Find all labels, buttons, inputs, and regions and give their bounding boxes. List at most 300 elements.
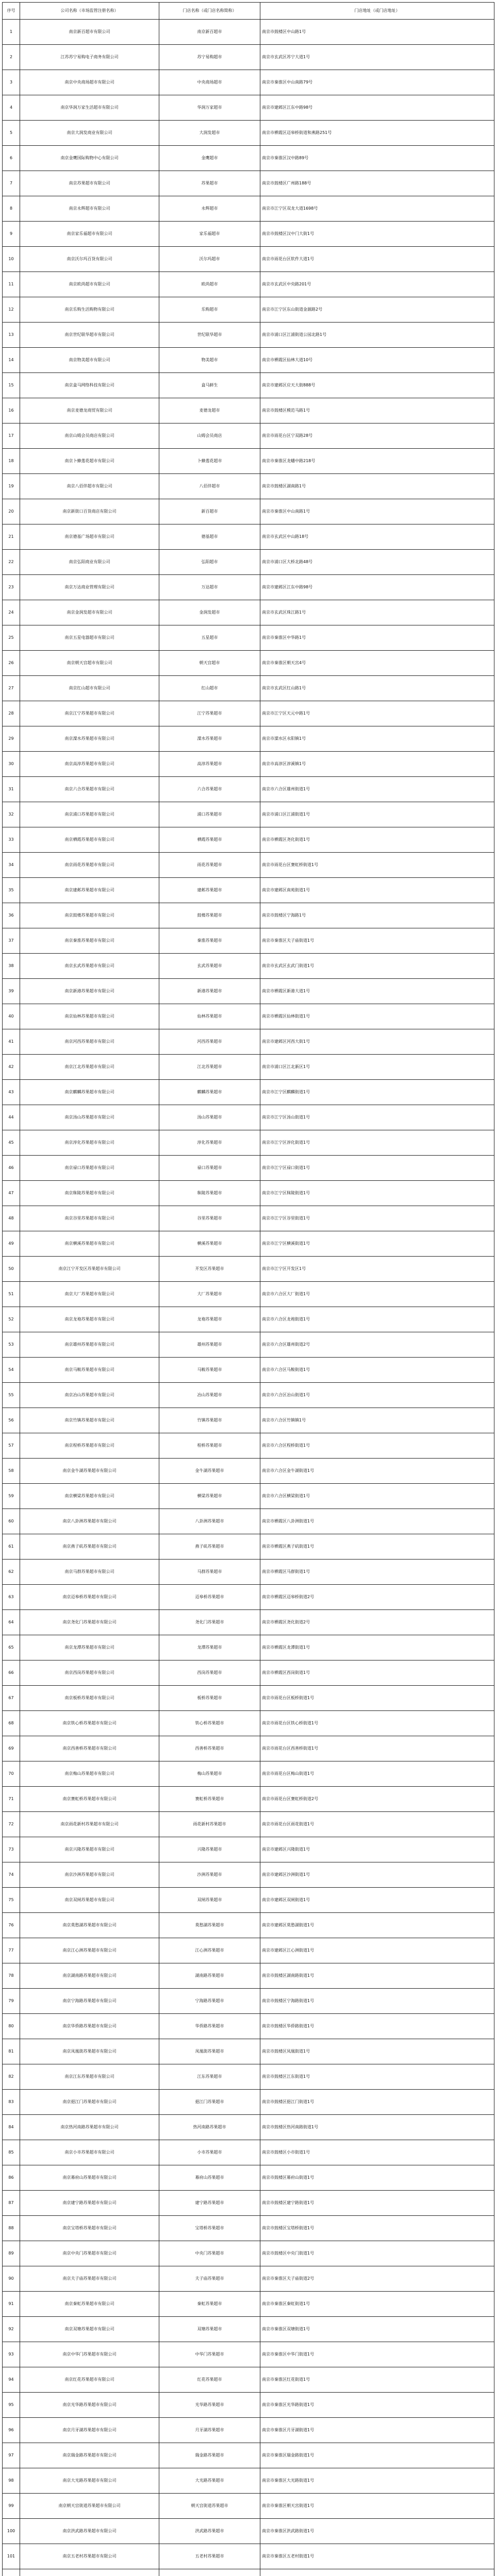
cell-company-name: 南京六合苏果超市有限公司 [20, 777, 159, 802]
cell-company-name: 南京龙袍苏果超市有限公司 [20, 1307, 159, 1332]
cell-serial: 52 [3, 1307, 20, 1332]
cell-store-name: 新港苏果超市 [159, 979, 260, 1004]
cell-store-address: 南京市鼓楼区建宁路街道1号 [260, 2191, 494, 2216]
cell-store-address: 南京市雨花台区铁心桥街道1号 [260, 1711, 494, 1736]
table-row [3, 2292, 494, 2317]
cell-store-address: 南京市秦淮区汉中路89号 [260, 146, 494, 171]
cell-serial: 76 [3, 1913, 20, 1938]
cell-serial: 77 [3, 1938, 20, 1963]
cell-company-name: 南京玄武苏果超市有限公司 [20, 954, 159, 979]
cell-serial: 47 [3, 1181, 20, 1206]
cell-company-name: 南京龙潭苏果超市有限公司 [20, 1635, 159, 1660]
cell-store-address: 南京市鼓楼区热河南路街道1号 [260, 2115, 494, 2140]
cell-serial: 59 [3, 1484, 20, 1509]
cell-serial: 44 [3, 1105, 20, 1130]
cell-store-address: 南京市建邺区江东中路98号 [260, 95, 494, 121]
cell-store-address: 南京市栖霞区迈皋桥街道2号 [260, 1585, 494, 1610]
cell-serial: 71 [3, 1787, 20, 1812]
cell-store-address: 南京市鼓楼区中央门街道1号 [260, 2241, 494, 2266]
table-row [3, 2191, 494, 2216]
cell-serial: 23 [3, 575, 20, 600]
cell-store-address: 南京市江宁区禄口街道1号 [260, 1156, 494, 1181]
cell-store-address: 南京市鼓楼区宁海路1号 [260, 903, 494, 928]
cell-company-name: 南京秦淮苏果超市有限公司 [20, 928, 159, 954]
table-row [3, 297, 494, 323]
cell-company-name: 南京江心洲苏果超市有限公司 [20, 1938, 159, 1963]
cell-serial: 96 [3, 2418, 20, 2443]
table-row [3, 70, 494, 95]
cell-company-name: 南京迈皋桥苏果超市有限公司 [20, 1585, 159, 1610]
cell-store-address: 南京市浦口区江浦街道1号 [260, 802, 494, 827]
cell-serial: 31 [3, 777, 20, 802]
cell-store-name: 江东苏果超市 [159, 2064, 260, 2090]
cell-store-name: 仙林苏果超市 [159, 1004, 260, 1029]
cell-serial: 29 [3, 726, 20, 752]
cell-store-address: 南京市江宁区开发区1号 [260, 1257, 494, 1282]
table-row [3, 171, 494, 196]
cell-serial: 5 [3, 121, 20, 146]
cell-company-name: 南京山姆会员商店有限公司 [20, 423, 159, 449]
cell-store-address: 南京市江宁区天元中路1号 [260, 701, 494, 726]
table-row [3, 2342, 494, 2367]
cell-serial: 101 [3, 2544, 20, 2569]
cell-serial: 10 [3, 247, 20, 272]
table-row [3, 575, 494, 600]
cell-store-name: 兴隆苏果超市 [159, 1837, 260, 1862]
cell-company-name: 南京雨花苏果超市有限公司 [20, 853, 159, 878]
cell-store-name: 建邺苏果超市 [159, 878, 260, 903]
cell-store-address: 南京市秦淮区秦虹街道1号 [260, 2292, 494, 2317]
cell-serial: 45 [3, 1130, 20, 1156]
table-row [3, 2216, 494, 2241]
cell-store-address: 南京市雨花台区宁双路28号 [260, 423, 494, 449]
cell-company-name: 南京建宁路苏果超市有限公司 [20, 2191, 159, 2216]
table-row [3, 2241, 494, 2266]
cell-store-address: 南京市鼓楼区幕府山街道1号 [260, 2165, 494, 2191]
cell-store-address: 南京市六合区冶山街道1号 [260, 1383, 494, 1408]
cell-store-name [159, 2569, 260, 2576]
cell-store-address: 南京市鼓楼区凤凰街道1号 [260, 2039, 494, 2064]
cell-company-name: 南京永辉超市有限公司 [20, 196, 159, 222]
table-row [3, 1736, 494, 1761]
cell-company-name: 南京赛虹桥苏果超市有限公司 [20, 1787, 159, 1812]
table-row [3, 1660, 494, 1686]
cell-store-name: 横梁苏果超市 [159, 1484, 260, 1509]
cell-serial: 19 [3, 474, 20, 499]
cell-store-address: 南京市建邺区应天大街888号 [260, 373, 494, 398]
cell-company-name: 南京河西苏果超市有限公司 [20, 1029, 159, 1055]
cell-company-name: 南京德基广场超市有限公司 [20, 524, 159, 550]
table-row [3, 853, 494, 878]
table-row [3, 1812, 494, 1837]
cell-store-address: 南京市浦口区江浦街道公园北路1号 [260, 323, 494, 348]
cell-store-address: 南京市江宁区谷里街道1号 [260, 1206, 494, 1231]
cell-company-name: 南京汤山苏果超市有限公司 [20, 1105, 159, 1130]
cell-company-name: 南京朝天宫街道苏果超市有限公司 [20, 2494, 159, 2519]
cell-store-name: 苏宁易购超市 [159, 45, 260, 70]
cell-store-name: 秦虹苏果超市 [159, 2292, 260, 2317]
cell-store-address: 南京市栖霞区八卦洲街道1号 [260, 1509, 494, 1534]
cell-serial: 90 [3, 2266, 20, 2292]
cell-store-name: 浦口苏果超市 [159, 802, 260, 827]
cell-store-name: 梅山苏果超市 [159, 1761, 260, 1787]
cell-store-name: 家乐福超市 [159, 222, 260, 247]
cell-company-name: 南京新街口百货商店有限公司 [20, 499, 159, 524]
cell-company-name: 南京五老村苏果超市有限公司 [20, 2544, 159, 2569]
cell-store-address: 南京市六合区竹镇镇1号 [260, 1408, 494, 1433]
cell-company-name: 南京莫愁湖苏果超市有限公司 [20, 1913, 159, 1938]
cell-company-name: 南京五星电器超市有限公司 [20, 625, 159, 651]
cell-company-name: 南京竹镇苏果超市有限公司 [20, 1408, 159, 1433]
cell-store-address: 南京市雨花台区西善桥街道1号 [260, 1736, 494, 1761]
cell-store-name: 光华路苏果超市 [159, 2393, 260, 2418]
cell-serial: 40 [3, 1004, 20, 1029]
table-row [3, 878, 494, 903]
cell-store-address: 南京市六合区龙袍街道1号 [260, 1307, 494, 1332]
cell-company-name: 南京盒马网络科技有限公司 [20, 373, 159, 398]
table-row [3, 2443, 494, 2468]
cell-company-name: 南京新港苏果超市有限公司 [20, 979, 159, 1004]
cell-store-name: 幕府山苏果超市 [159, 2165, 260, 2191]
cell-company-name: 南京大润发商业有限公司 [20, 121, 159, 146]
cell-serial: 37 [3, 928, 20, 954]
cell-store-name: 双塘苏果超市 [159, 2317, 260, 2342]
cell-store-name: 中央商场超市 [159, 70, 260, 95]
cell-store-name: 大润发超市 [159, 121, 260, 146]
cell-company-name: 南京挹江门苏果超市有限公司 [20, 2090, 159, 2115]
cell-serial: 3 [3, 70, 20, 95]
cell-store-address: 南京市栖霞区新港大道1号 [260, 979, 494, 1004]
cell-store-address: 南京市栖霞区尧化街道1号 [260, 827, 494, 853]
cell-serial: 35 [3, 878, 20, 903]
cell-serial: 63 [3, 1585, 20, 1610]
cell-store-name: 鼓楼苏果超市 [159, 903, 260, 928]
cell-store-name: 程桥苏果超市 [159, 1433, 260, 1459]
cell-store-address: 南京市雨花台区雨花街道1号 [260, 1812, 494, 1837]
cell-serial: 38 [3, 954, 20, 979]
cell-store-name: 乐购超市 [159, 297, 260, 323]
cell-store-address: 南京市鼓楼区广州路188号 [260, 171, 494, 196]
table-row [3, 1963, 494, 1989]
table-row [3, 1938, 494, 1963]
cell-serial: 21 [3, 524, 20, 550]
cell-company-name: 南京栖霞苏果超市有限公司 [20, 827, 159, 853]
cell-store-address: 南京市鼓楼区湖南路1号 [260, 474, 494, 499]
cell-company-name: 南京新百超市有限公司 [20, 20, 159, 45]
cell-store-name: 八卦洲苏果超市 [159, 1509, 260, 1534]
table-row [3, 1383, 494, 1408]
cell-serial: 25 [3, 625, 20, 651]
cell-store-name: 马鞍苏果超市 [159, 1358, 260, 1383]
table-row [3, 1862, 494, 1888]
cell-serial: 68 [3, 1711, 20, 1736]
cell-serial: 69 [3, 1736, 20, 1761]
cell-serial: 56 [3, 1408, 20, 1433]
cell-store-name: 月牙湖苏果超市 [159, 2418, 260, 2443]
store-list-table [2, 2, 494, 2576]
cell-serial: 73 [3, 1837, 20, 1862]
cell-company-name: 南京华润万家生活超市有限公司 [20, 95, 159, 121]
cell-company-name: 南京梅山苏果超市有限公司 [20, 1761, 159, 1787]
header-row [3, 3, 494, 20]
table-row [3, 373, 494, 398]
cell-store-address: 南京市六合区程桥街道1号 [260, 1433, 494, 1459]
cell-company-name: 南京红花苏果超市有限公司 [20, 2367, 159, 2393]
cell-company-name: 南京马鞍苏果超市有限公司 [20, 1358, 159, 1383]
cell-company-name: 南京金润发超市有限公司 [20, 600, 159, 625]
header-serial: 序号 [3, 3, 20, 20]
table-row [3, 2014, 494, 2039]
cell-store-name: 金鹰超市 [159, 146, 260, 171]
table-row [3, 651, 494, 676]
cell-company-name: 南京西岗苏果超市有限公司 [20, 1660, 159, 1686]
table-row [3, 1686, 494, 1711]
cell-store-address: 南京市鼓楼区湖南路街道1号 [260, 1963, 494, 1989]
cell-serial: 34 [3, 853, 20, 878]
cell-store-address: 南京市雨花台区板桥街道1号 [260, 1686, 494, 1711]
table-row [3, 1408, 494, 1433]
cell-store-name: 栖霞苏果超市 [159, 827, 260, 853]
cell-store-name: 南京新百超市 [159, 20, 260, 45]
cell-store-address: 南京市鼓楼区小市街道1号 [260, 2140, 494, 2165]
cell-company-name: 南京江宁开发区苏果超市有限公司 [20, 1257, 159, 1282]
cell-serial: 78 [3, 1963, 20, 1989]
cell-store-address: 南京市玄武区苏宁大道1号 [260, 45, 494, 70]
cell-store-name: 朝天宫超市 [159, 651, 260, 676]
cell-store-name: 淳化苏果超市 [159, 1130, 260, 1156]
cell-store-address: 南京市高淳区淳溪镇1号 [260, 752, 494, 777]
table-row [3, 247, 494, 272]
cell-serial: 30 [3, 752, 20, 777]
cell-serial: 94 [3, 2367, 20, 2393]
cell-company-name: 南京兴隆苏果超市有限公司 [20, 1837, 159, 1862]
cell-store-address: 南京市江宁区淳化街道1号 [260, 1130, 494, 1156]
table-row [3, 1711, 494, 1736]
cell-company-name: 南京瑞金路苏果超市有限公司 [20, 2443, 159, 2468]
cell-company-name: 江苏苏宁易购电子商务有限公司 [20, 45, 159, 70]
cell-company-name: 南京麒麟苏果超市有限公司 [20, 1080, 159, 1105]
cell-serial: 89 [3, 2241, 20, 2266]
cell-store-name: 山姆会员商店 [159, 423, 260, 449]
cell-store-address: 南京市鼓楼区中山路1号 [260, 20, 494, 45]
cell-store-name: 谷里苏果超市 [159, 1206, 260, 1231]
cell-serial: 48 [3, 1206, 20, 1231]
cell-serial: 88 [3, 2216, 20, 2241]
cell-company-name: 南京建邺苏果超市有限公司 [20, 878, 159, 903]
cell-store-address: 南京市雨花台区赛虹桥街道2号 [260, 1787, 494, 1812]
cell-store-name: 德基超市 [159, 524, 260, 550]
cell-company-name [20, 2569, 159, 2576]
cell-store-name: 开发区苏果超市 [159, 1257, 260, 1282]
cell-serial: 46 [3, 1156, 20, 1181]
table-row [3, 1459, 494, 1484]
cell-company-name: 南京高淳苏果超市有限公司 [20, 752, 159, 777]
cell-store-name: 雄州苏果超市 [159, 1332, 260, 1358]
table-row [3, 1332, 494, 1358]
cell-store-name: 热河南路苏果超市 [159, 2115, 260, 2140]
table-row [3, 1257, 494, 1282]
cell-store-name: 燕子矶苏果超市 [159, 1534, 260, 1560]
table-row [3, 752, 494, 777]
table-row [3, 600, 494, 625]
table-row [3, 146, 494, 171]
cell-serial: 36 [3, 903, 20, 928]
cell-store-address: 南京市建邺区江东中路98号 [260, 575, 494, 600]
cell-company-name: 南京夫子庙苏果超市有限公司 [20, 2266, 159, 2292]
cell-serial: 82 [3, 2064, 20, 2090]
cell-serial: 12 [3, 297, 20, 323]
cell-serial: 33 [3, 827, 20, 853]
cell-company-name: 南京秣陵苏果超市有限公司 [20, 1181, 159, 1206]
cell-store-address: 南京市浦口区大桥北路48号 [260, 550, 494, 575]
table-row [3, 1080, 494, 1105]
cell-serial: 86 [3, 2165, 20, 2191]
cell-company-name: 南京大光路苏果超市有限公司 [20, 2468, 159, 2494]
table-row [3, 928, 494, 954]
cell-serial: 95 [3, 2393, 20, 2418]
cell-store-address: 南京市秦淮区中华路1号 [260, 625, 494, 651]
cell-store-address: 南京市鼓楼区模范马路1号 [260, 398, 494, 423]
table-row [3, 1635, 494, 1660]
cell-store-name: 尧化门苏果超市 [159, 1610, 260, 1635]
cell-serial: 93 [3, 2342, 20, 2367]
cell-store-address: 南京市栖霞区马群街道1号 [260, 1560, 494, 1585]
cell-store-address: 南京市玄武区珠江路1号 [260, 600, 494, 625]
cell-company-name: 南京热河南路苏果超市有限公司 [20, 2115, 159, 2140]
cell-serial: 18 [3, 449, 20, 474]
cell-company-name: 南京宁海路苏果超市有限公司 [20, 1989, 159, 2014]
cell-store-address: 南京市鼓楼区江东街道1号 [260, 2064, 494, 2090]
cell-store-name: 江心洲苏果超市 [159, 1938, 260, 1963]
table-row [3, 1913, 494, 1938]
cell-store-address: 南京市秦淮区瑞金路街道1号 [260, 2443, 494, 2468]
cell-store-name: 红山超市 [159, 676, 260, 701]
cell-store-address: 南京市秦淮区夫子庙街道1号 [260, 928, 494, 954]
cell-store-name: 挹江门苏果超市 [159, 2090, 260, 2115]
cell-serial: 6 [3, 146, 20, 171]
cell-store-name: 莫愁湖苏果超市 [159, 1913, 260, 1938]
cell-store-name: 麒麟苏果超市 [159, 1080, 260, 1105]
cell-store-name: 板桥苏果超市 [159, 1686, 260, 1711]
cell-store-address: 南京市六合区大厂街道1号 [260, 1282, 494, 1307]
cell-store-address: 南京市雨花台区赛虹桥街道1号 [260, 853, 494, 878]
cell-serial: 14 [3, 348, 20, 373]
cell-store-name: 金牛湖苏果超市 [159, 1459, 260, 1484]
cell-store-name: 雨花苏果超市 [159, 853, 260, 878]
cell-serial: 81 [3, 2039, 20, 2064]
cell-store-name: 龙袍苏果超市 [159, 1307, 260, 1332]
cell-store-address: 南京市栖霞区燕子矶街道1号 [260, 1534, 494, 1560]
table-row [3, 1484, 494, 1509]
table-row [3, 2064, 494, 2090]
cell-company-name: 南京卜蜂莲花超市有限公司 [20, 449, 159, 474]
cell-company-name: 南京物美超市有限公司 [20, 348, 159, 373]
cell-store-address: 南京市玄武区中山路18号 [260, 524, 494, 550]
cell-company-name: 南京雨花新村苏果超市有限公司 [20, 1812, 159, 1837]
cell-store-address: 南京市秦淮区光华路街道1号 [260, 2393, 494, 2418]
cell-store-name: 小市苏果超市 [159, 2140, 260, 2165]
cell-company-name: 南京江宁苏果超市有限公司 [20, 701, 159, 726]
cell-store-address: 南京市秦淮区龙蟠中路218号 [260, 449, 494, 474]
cell-company-name: 南京麦德龙商贸有限公司 [20, 398, 159, 423]
cell-store-name: 卜蜂莲花超市 [159, 449, 260, 474]
table-row [3, 20, 494, 45]
cell-serial: 7 [3, 171, 20, 196]
cell-serial: 4 [3, 95, 20, 121]
header-store-name: 门店名称（或门店名称简称） [159, 3, 260, 20]
cell-store-address: 南京市六合区马鞍街道1号 [260, 1358, 494, 1383]
table-row [3, 802, 494, 827]
cell-company-name: 南京八佰伴超市有限公司 [20, 474, 159, 499]
cell-store-name: 金润发超市 [159, 600, 260, 625]
cell-store-name: 弘阳超市 [159, 550, 260, 575]
cell-company-name: 南京仙林苏果超市有限公司 [20, 1004, 159, 1029]
cell-serial: 26 [3, 651, 20, 676]
table-row [3, 1509, 494, 1534]
cell-store-name: 沙洲苏果超市 [159, 1862, 260, 1888]
table-row [3, 1358, 494, 1383]
cell-serial: 80 [3, 2014, 20, 2039]
cell-company-name: 南京万达商业管理有限公司 [20, 575, 159, 600]
table-row [3, 550, 494, 575]
table-header [3, 3, 494, 20]
table-row [3, 979, 494, 1004]
cell-store-name: 夫子庙苏果超市 [159, 2266, 260, 2292]
cell-serial: 41 [3, 1029, 20, 1055]
table-row [3, 45, 494, 70]
table-row [3, 474, 494, 499]
cell-company-name: 南京金牛湖苏果超市有限公司 [20, 1459, 159, 1484]
cell-store-address: 南京市秦淮区中华门街道1号 [260, 2342, 494, 2367]
cell-store-name: 永辉超市 [159, 196, 260, 222]
cell-store-name: 大光路苏果超市 [159, 2468, 260, 2494]
cell-store-address: 南京市建邺区南苑街道1号 [260, 878, 494, 903]
cell-company-name: 南京世纪联华超市有限公司 [20, 323, 159, 348]
cell-company-name: 南京溧水苏果超市有限公司 [20, 726, 159, 752]
cell-serial: 75 [3, 1888, 20, 1913]
cell-company-name: 南京湖南路苏果超市有限公司 [20, 1963, 159, 1989]
cell-store-name: 建宁路苏果超市 [159, 2191, 260, 2216]
cell-company-name: 南京铁心桥苏果超市有限公司 [20, 1711, 159, 1736]
cell-store-address: 南京市江宁区汤山街道1号 [260, 1105, 494, 1130]
cell-store-address: 南京市秦淮区红花街道1号 [260, 2367, 494, 2393]
table-row [3, 95, 494, 121]
cell-company-name: 南京大厂苏果超市有限公司 [20, 1282, 159, 1307]
cell-serial: 60 [3, 1509, 20, 1534]
table-row [3, 2039, 494, 2064]
table-row [3, 499, 494, 524]
table-row [3, 2317, 494, 2342]
table-row [3, 1029, 494, 1055]
cell-store-name: 溧水苏果超市 [159, 726, 260, 752]
table-body [3, 20, 494, 2576]
table-row [3, 196, 494, 222]
table-row [3, 1231, 494, 1257]
cell-store-name: 竹镇苏果超市 [159, 1408, 260, 1433]
cell-company-name: 南京西善桥苏果超市有限公司 [20, 1736, 159, 1761]
cell-store-address: 南京市溧水区永阳镇1号 [260, 726, 494, 752]
cell-company-name: 南京双闸苏果超市有限公司 [20, 1888, 159, 1913]
cell-store-name: 龙潭苏果超市 [159, 1635, 260, 1660]
table-row [3, 2544, 494, 2569]
cell-serial: 91 [3, 2292, 20, 2317]
cell-company-name: 南京横溪苏果超市有限公司 [20, 1231, 159, 1257]
cell-store-name: 盒马鲜生 [159, 373, 260, 398]
cell-store-address: 南京市秦淮区洪武路街道1号 [260, 2519, 494, 2544]
table-row [3, 1181, 494, 1206]
cell-store-address: 南京市雨花台区梅山街道1号 [260, 1761, 494, 1787]
cell-serial: 66 [3, 1660, 20, 1686]
